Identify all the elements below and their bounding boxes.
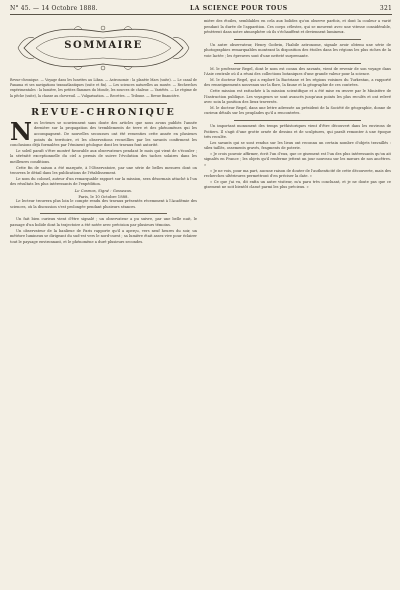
drop-cap: N [10, 116, 32, 146]
article-paragraph: Le nom du colonel, auteur d'un remarquable rapport sur la mission, sera désormais attaché à l'un des résultats les plus intéressants de l'expédition. [10, 176, 197, 187]
article-paragraph: M. le docteur Regel, dans une lettre adressée au président de la Société de géographie, donne de curieux détails sur les peuplades qu'il a rencontrées. [204, 105, 391, 116]
right-column [204, 19, 391, 587]
text-columns [10, 19, 392, 587]
article-paragraph: Un fait bien curieux vient d'être signalé ; un observateur a pu suivre, par une belle nuit, le passage d'un bolide dont la trajectoire a été notée avec précision par plusieurs témoins. [10, 217, 197, 227]
article-paragraph: mière des étoiles, semblables en cela aux bolides qu'on observe parfois, et dont la couleur a varié pendant la durée de l'apparition. Ces corps célestes, qui se meuvent avec une vitesse considérable, pénètrent dans notre atmosphère où ils s'échauffent et deviennent lumineux. [204, 19, 391, 35]
article-paragraph: M. le professeur Regel, dont le nom est connu des savants, vient de revenir de son voyage dans l'Asie centrale où il a réuni des collections botaniques d'une grande valeur pour la science. [204, 66, 391, 77]
article-paragraph: « Je ne vois, pour ma part, aucune raison de douter de l'authenticité de cette découverte, mais des recherches ultérieures permettront d'en préciser la date. » [204, 168, 391, 179]
sommaire-ornament [14, 20, 193, 76]
sommaire-text: Revue-chronique. — Voyage dans les lunettes au Liban. — Astronomie : la planète Mars (suite). — Le canal de Panama et ses navigations transatlantiques (suite et fin). — Les sciences naturelles au musée. — Recherches expérimentales : la lumière, les petites flammes du Monde, les sources de chaleur. — Variétés. — Le régime de la pêche (suite), la chasse au chevreuil. — Vulgarisation. — Recettes. — Tribune. — Revue financière. [10, 78, 197, 98]
article-paragraph: Un important monument des temps préhistoriques vient d'être découvert dans les environs de Poitiers. Il s'agit d'une grotte ornée de dessins et de sculptures, qui paraît remonter à une époque très reculée. [204, 123, 391, 140]
issue-number: N° 45. — 14 Octobre 1888. [10, 5, 98, 12]
sommaire-title: SOMMAIRE [64, 40, 143, 51]
divider [234, 63, 361, 64]
lead-paragraph [10, 116, 197, 149]
article-paragraph: Un autre observateur, Henry Godwin, l'habile astronome, signale avoir obtenu une série de photographies remarquables montrant la disposition des étoiles dans les régions les plus riches de la voie lactée ; les épreuves sont d'une netteté surprenante. [204, 42, 391, 58]
article-paragraph: Un observateur de la banlieue de Paris rapporte qu'il a aperçu, vers neuf heures du soir, un météore lumineux se dirigeant du sud-est vers le nord-ouest ; sa lumière était assez vive pour éclairer tout le paysage environnant, et le phénomène a duré plusieurs secondes. [10, 228, 197, 244]
article-signature: Le Cosmos, Signé : Gosseaux. [74, 187, 133, 193]
article-paragraph: os lecteurs se souviennent sans doute des articles que nous avons publiés l'année dernière sur la propagation des tremblements de terre et des phénomènes qui les accompagnent. De nouvelles secousses ont été ressenties cette année en plusieurs points du territoire, et les observations recueillies par les savants confirment les conclusions déjà formulées par l'éminent géologue dont les travaux font autorité. [10, 120, 197, 148]
article-paragraph: Le lecteur trouvera plus loin le compte rendu des travaux présentés récemment à l'Académie des sciences, où la discussion s'est prolongée pendant plusieurs séances. [10, 199, 197, 209]
page-number: 321 [379, 5, 392, 12]
article-paragraph: « Je crois pouvoir affirmer, écrit l'un d'eux, que ce gisement est l'un des plus intéressants qu'on ait signalés en France ; les objets qu'il renferme jettent un jour nouveau sur les mœurs de nos ancêtres. » [204, 151, 391, 168]
divider [40, 213, 167, 214]
dateline: Paris, le 10 Octobre 1888. [78, 193, 129, 199]
left-column [10, 19, 197, 587]
section-title: REVUE-CHRONIQUE [31, 106, 176, 118]
article-paragraph: « Ce que j'ai vu, dit enfin un autre visiteur, m'a paru très concluant, et je ne doute pas que ce gisement ne soit bientôt classé parmi les plus précieux. » [204, 179, 391, 190]
article-paragraph: Les savants qui se sont rendus sur les lieux ont reconnu un certain nombre d'objets travaillés : silex taillés, ossements gravés, fragments de poterie. [204, 140, 391, 151]
divider [234, 120, 361, 121]
divider [234, 39, 361, 40]
article-paragraph: Le soleil paraît s'être montré favorable aux observateurs pendant le mois qui vient de s'écouler ; la sérénité exceptionnelle du ciel a permis de suivre l'évolution des taches solaires dans les meilleures conditions. [10, 148, 197, 164]
article-paragraph: Cette mission est rattachée à la mission scientifique et a été mise en œuvre par le Ministère de l'Instruction publique. Les voyageurs se sont avancés jusqu'aux points les plus reculés et ont relevé avec soin la position des lieux traversés. [204, 88, 391, 105]
article-paragraph: Cette fin de saison a été marquée, à l'Observatoire, par une série de belles mesures dont on trouvera le détail dans les publications de l'établissement. [10, 165, 197, 176]
journal-title: LA SCIENCE POUR TOUS [189, 5, 288, 12]
article-paragraph: M. le docteur Regel, qui a exploré la Bactriane et les régions voisines du Turkestan, a rapporté des renseignements nouveaux sur la flore, la faune et la géographie de ces contrées. [204, 77, 391, 88]
page-header [10, 5, 392, 15]
divider [40, 103, 167, 104]
